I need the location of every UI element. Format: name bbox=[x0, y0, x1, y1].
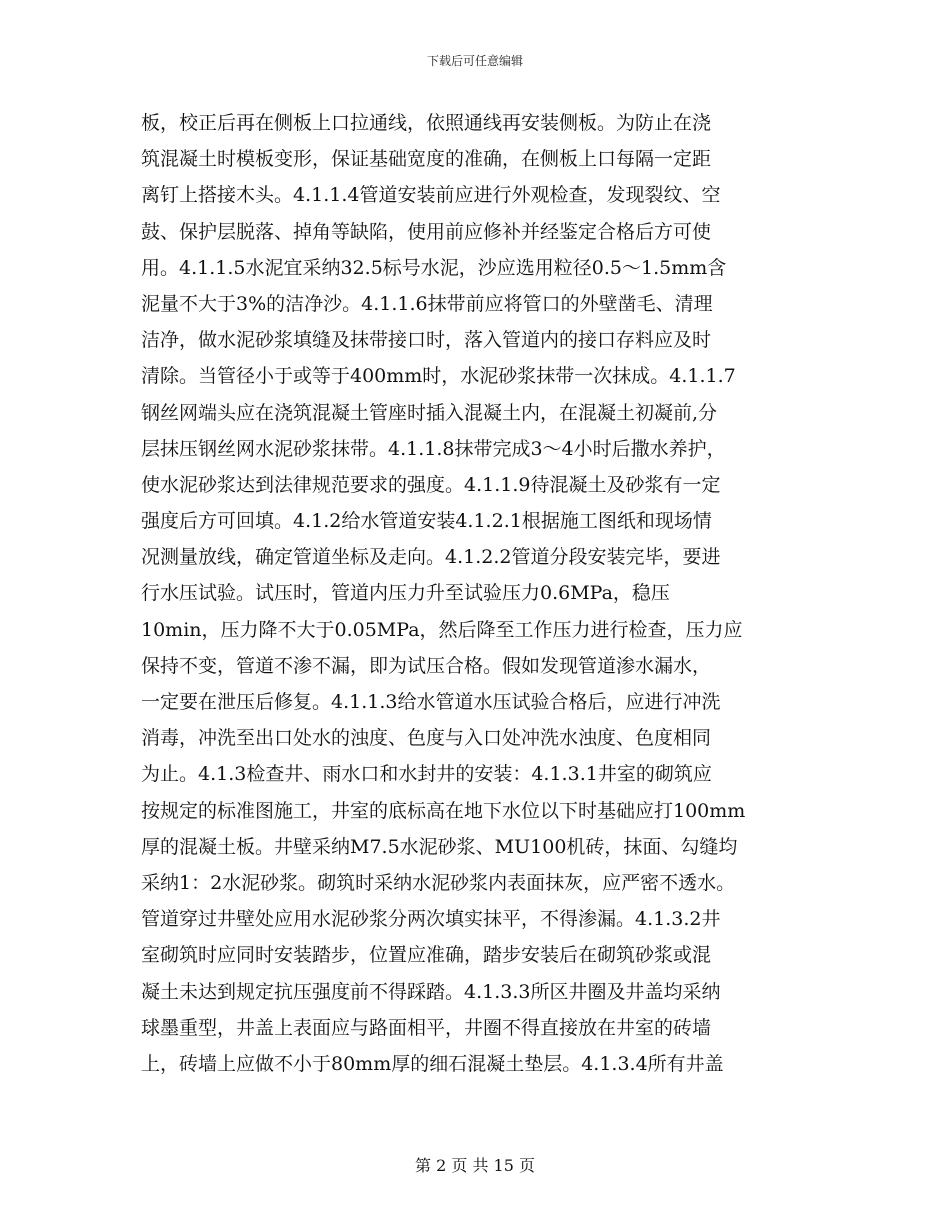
text-line: 钢丝网端头应在浇筑混凝土管座时插入混凝土内，在混凝土初凝前,分 bbox=[141, 401, 718, 424]
text-line: 洁净，做水泥砂浆填缝及抹带接口时，落入管道内的接口存料应及时 bbox=[141, 329, 712, 352]
text-line: 用。4.1.1.5水泥宜采纳32.5标号水泥，沙应选用粒径0.5～1.5mm含 bbox=[141, 256, 727, 279]
text-line: 清除。当管径小于或等于400mm时，水泥砂浆抹带一次抹成。4.1.1.7 bbox=[141, 365, 736, 388]
text-line: 板，校正后再在侧板上口拉通线，依照通线再安装侧板。为防止在浇 bbox=[141, 112, 712, 134]
text-line: 保持不变，管道不渗不漏，即为试压合格。假如发现管道渗水漏水， bbox=[141, 654, 712, 677]
text-line: 为止。4.1.3检查井、雨水口和水封井的安装：4.1.3.1井室的砌筑应 bbox=[141, 763, 712, 786]
text-line: 10min，压力降不大于0.05MPa，然后降至工作压力进行检查，压力应 bbox=[141, 618, 743, 641]
text-line: 强度后方可回填。4.1.2给水管道安装4.1.2.1根据施工图纸和现场情 bbox=[141, 510, 712, 533]
text-line: 采纳1：2水泥砂浆。砌筑时采纳水泥砂浆内表面抹灰，应严密不透水。 bbox=[141, 871, 736, 894]
text-line: 一定要在泄压后修复。4.1.1.3给水管道水压试验合格后，应进行冲洗 bbox=[141, 691, 721, 713]
text-line: 层抹压钢丝网水泥砂浆抹带。4.1.1.8抹带完成3～4小时后撒水养护， bbox=[141, 437, 726, 460]
text-line: 凝土未达到规定抗压强度前不得踩踏。4.1.3.3所区井圈及井盖均采纳 bbox=[141, 980, 721, 1003]
page-header: 下载后可任意编辑 bbox=[426, 54, 523, 68]
text-line: 鼓、保护层脱落、掉角等缺陷，使用前应修补并经鉴定合格后方可使 bbox=[141, 220, 712, 243]
text-line: 上，砖墙上应做不小于80mm厚的细石混凝土垫层。4.1.3.4所有井盖 bbox=[141, 1052, 724, 1075]
text-line: 离钉上搭接木头。4.1.1.4管道安装前应进行外观检查，发现裂纹、空 bbox=[141, 184, 721, 207]
text-line: 厚的混凝土板。井壁采纳M7.5水泥砂浆、MU100机砖，抹面、勾缝均 bbox=[141, 835, 738, 858]
text-line: 筑混凝土时模板变形，保证基础宽度的准确，在侧板上口每隔一定距 bbox=[141, 148, 712, 171]
text-line: 室砌筑时应同时安装踏步，位置应准确，踏步安装后在砌筑砂浆或混 bbox=[141, 944, 712, 967]
text-line: 消毒，冲洗至出口处水的浊度、色度与入口处冲洗水浊度、色度相同 bbox=[141, 727, 712, 750]
text-line: 球墨重型，井盖上表面应与路面相平，井圈不得直接放在井室的砖墙 bbox=[141, 1016, 712, 1039]
text-line: 泥量不大于3%的洁净沙。4.1.1.6抹带前应将管口的外壁凿毛、清理 bbox=[141, 292, 713, 315]
text-line: 按规定的标准图施工，井室的底标高在地下水位以下时基础应打100mm bbox=[141, 799, 746, 822]
text-line: 管道穿过井壁处应用水泥砂浆分两次填实抹平，不得渗漏。4.1.3.2井 bbox=[141, 908, 721, 931]
page-footer: 第 2 页 共 15 页 bbox=[415, 1156, 535, 1175]
text-line: 行水压试验。试压时，管道内压力升至试验压力0.6MPa，稳压 bbox=[141, 582, 670, 605]
body-text bbox=[141, 105, 821, 1082]
text-line: 使水泥砂浆达到法律规范要求的强度。4.1.1.9待混凝土及砂浆有一定 bbox=[141, 473, 721, 496]
text-line: 况测量放线，确定管道坐标及走向。4.1.2.2管道分段安装完毕，要进 bbox=[141, 546, 721, 569]
